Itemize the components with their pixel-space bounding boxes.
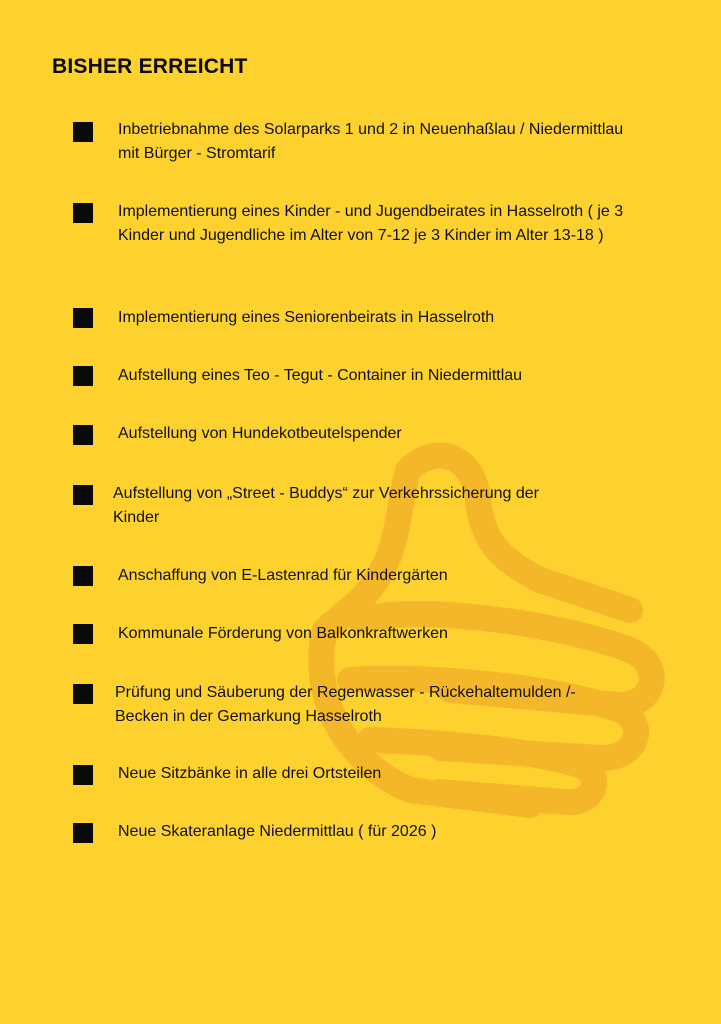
page-title: BISHER ERREICHT: [52, 55, 248, 78]
list-item-text: Aufstellung von Hundekotbeutelspender: [118, 425, 402, 442]
list-item-text: Neue Skateranlage Niedermittlau ( für 2026 ): [118, 823, 437, 840]
list-item-text: Kommunale Förderung von Balkonkraftwerken: [118, 625, 448, 642]
list-item-text: Prüfung und Säuberung der Regenwasser - Rückehaltemulden /- Becken in der Gemarkung Hasselroth: [115, 684, 576, 725]
list-item-text: Inbetriebnahme des Solarparks 1 und 2 in Neuenhaßlau / Niedermittlau mit Bürger - Stromtarif: [118, 121, 624, 162]
list-item-text: Neue Sitzbänke in alle drei Ortsteilen: [118, 765, 382, 782]
list-item-text: Implementierung eines Kinder - und Jugendbeirates in Hasselroth ( je 3 Kinder und Jugendliche im Alter von 7-12 je 3 Kinder im Alter 13-18 ): [118, 203, 624, 244]
square-bullet-icon: [73, 122, 93, 142]
square-bullet-icon: [73, 366, 93, 386]
list-item-text: Anschaffung von E-Lastenrad für Kindergärten: [118, 567, 448, 584]
list-item-text: Aufstellung von „Street - Buddys“ zur Verkehrssicherung der Kinder: [113, 485, 539, 526]
square-bullet-icon: [73, 566, 93, 586]
square-bullet-icon: [73, 485, 93, 505]
square-bullet-icon: [73, 765, 93, 785]
square-bullet-icon: [73, 425, 93, 445]
square-bullet-icon: [73, 203, 93, 223]
square-bullet-icon: [73, 308, 93, 328]
square-bullet-icon: [73, 684, 93, 704]
list-item-text: Aufstellung eines Teo - Tegut - Container in Niedermittlau: [118, 367, 523, 384]
square-bullet-icon: [73, 624, 93, 644]
square-bullet-icon: [73, 823, 93, 843]
list-item-text: Implementierung eines Seniorenbeirats in Hasselroth: [118, 309, 495, 326]
